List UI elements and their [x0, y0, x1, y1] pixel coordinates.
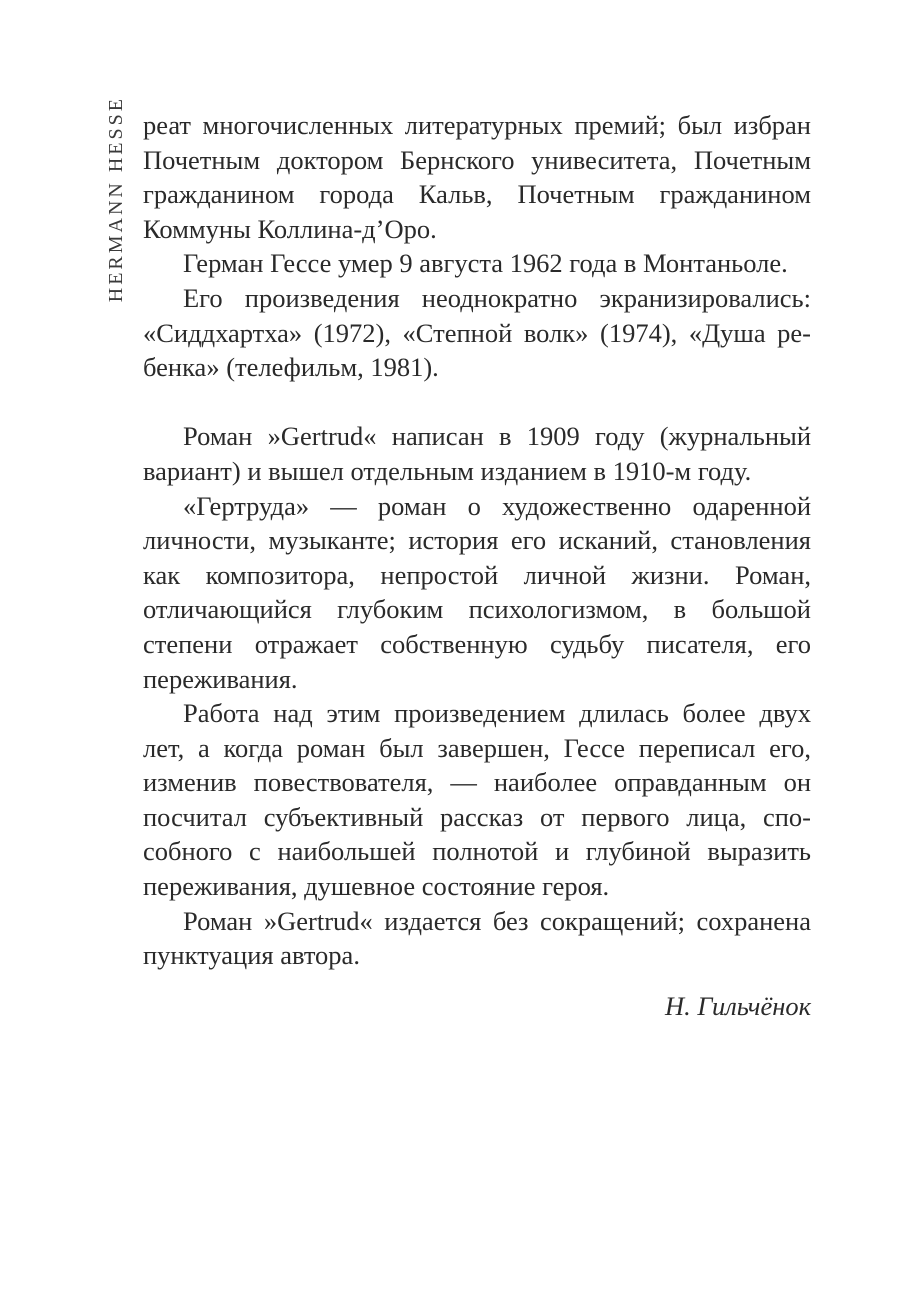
paragraph-death: Герман Гессе умер 9 августа 1962 года в Монтаньоле. [183, 248, 788, 279]
running-head-text: HERMANN HESSE [105, 96, 127, 303]
paragraph-edition: Роман »Gertrud« издается без сокращений; сохранена пунктуация автора. [143, 905, 811, 971]
section-gap [143, 385, 811, 420]
main-text [143, 108, 811, 1023]
paragraph-about-novel: «Гертруда» — роман о художественно одаренной личности, музыканте; история его исканий, становления как композитора, непростой личной жизни. Роман, отличающийся глубоким психологизмом, в большой степени отражает собственную судьбу писателя, его переживания. [143, 490, 811, 694]
paragraph-continuation: реат многочисленных литературных премий; был избран Почетным доктором Бернского унивеситета, Почетным гражданином города Кальв, Почетным гражданином Коммуны Коллина-д’Оро. [143, 110, 811, 244]
paragraph-work: Работа над этим произведением длилась более двух лет, а когда роман был завершен, Гессе переписал его, изменив повествователя, — наиболее оправданным он посчитал субъективный рассказ от первого лица, способного с наибольшей полнотой и глубиной выразить переживания, душевное состояние героя. [143, 698, 811, 902]
paragraph-adaptations: Его произведения неоднократно экранизировались: «Сиддхартха» (1972), «Степной волк» (1974), «Душа ребенка» (телефильм, 1981). [143, 282, 811, 383]
paragraph-written: Роман »Gertrud« написан в 1909 году (журнальный вариант) и вышел отдельным изданием в 1910-м году. [143, 421, 811, 486]
signature: Н. Гильчёнок [664, 990, 811, 1021]
running-head [104, 96, 128, 364]
